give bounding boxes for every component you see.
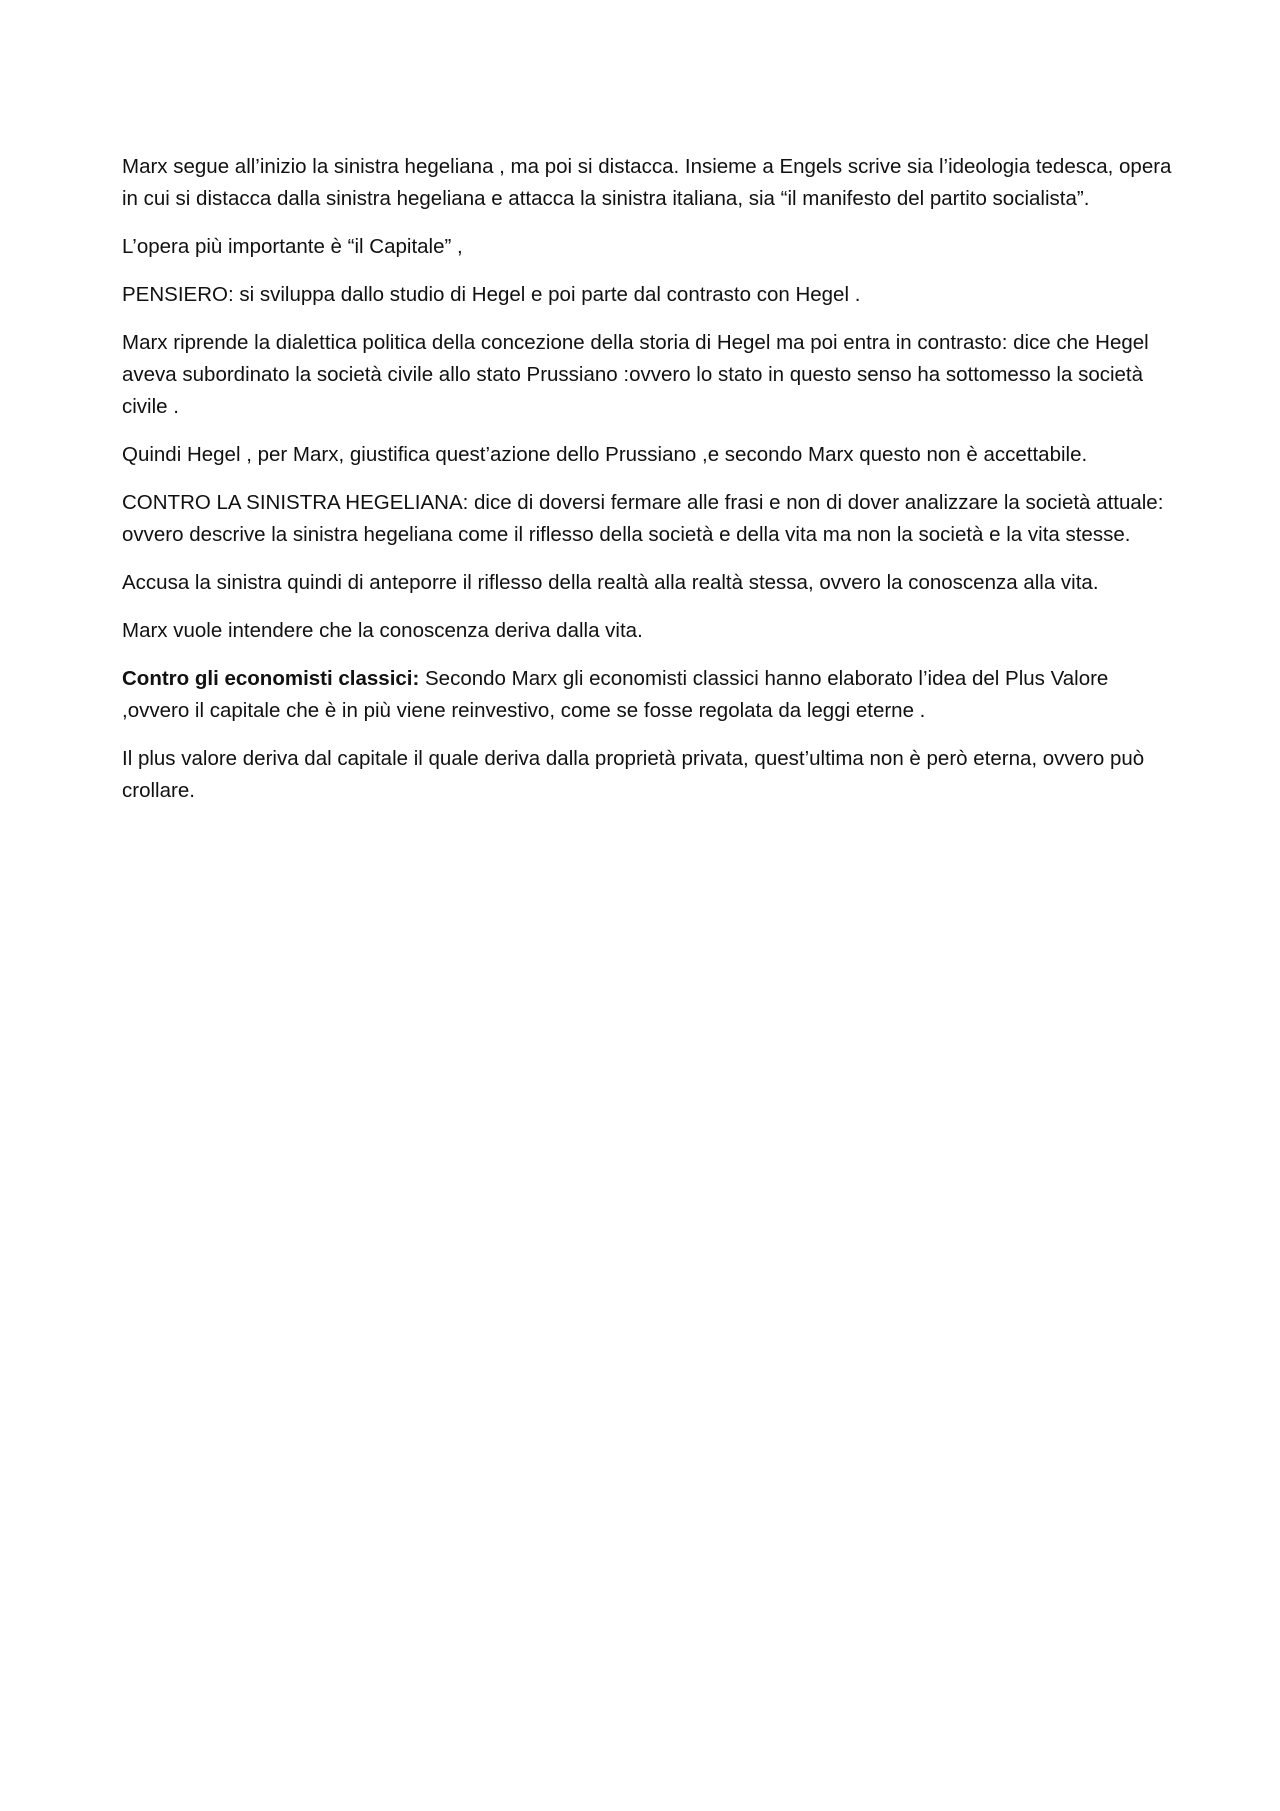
economisti-heading: Contro gli economisti classici: <box>122 667 420 690</box>
paragraph-dialettica: Marx riprende la dialettica politica della concezione della storia di Hegel ma poi entra in contrasto: dice che Hegel aveva subordinato la società civile allo stato Prussiano :ovvero lo stato in questo senso ha sottomesso la società civile . <box>122 331 1149 418</box>
paragraph-accusa: Accusa la sinistra quindi di anteporre il riflesso della realtà alla realtà stessa, ovvero la conoscenza alla vita. <box>122 571 1099 594</box>
paragraph-contro-sinistra: CONTRO LA SINISTRA HEGELIANA: dice di doversi fermare alle frasi e non di dover analizzare la società attuale: ovvero descrive la sinistra hegeliana come il riflesso della società e della vita ma non la società e la vita stesse. <box>122 491 1164 546</box>
document-body <box>122 151 1172 823</box>
economisti-text: Secondo Marx gli economisti classici hanno elaborato l’idea del Plus Valore ,ovvero il capitale che è in più viene reinvestivo, come se fosse regolata da leggi eterne . <box>122 667 1109 722</box>
paragraph-economisti <box>122 663 1172 727</box>
paragraph-conoscenza: Marx vuole intendere che la conoscenza deriva dalla vita. <box>122 619 643 642</box>
paragraph-giustifica: Quindi Hegel , per Marx, giustifica quest’azione dello Prussiano ,e secondo Marx questo non è accettabile. <box>122 443 1088 466</box>
paragraph-capitale: L’opera più importante è “il Capitale” , <box>122 235 463 258</box>
paragraph-pensiero: PENSIERO: si sviluppa dallo studio di Hegel e poi parte dal contrasto con Hegel . <box>122 283 861 306</box>
paragraph-plus-valore: Il plus valore deriva dal capitale il quale deriva dalla proprietà privata, quest’ultima non è però eterna, ovvero può crollare. <box>122 747 1145 802</box>
paragraph-intro: Marx segue all’inizio la sinistra hegeliana , ma poi si distacca. Insieme a Engels scrive sia l’ideologia tedesca, opera in cui si distacca dalla sinistra hegeliana e attacca la sinistra italiana, sia “il manifesto del partito socialista”. <box>122 155 1172 210</box>
